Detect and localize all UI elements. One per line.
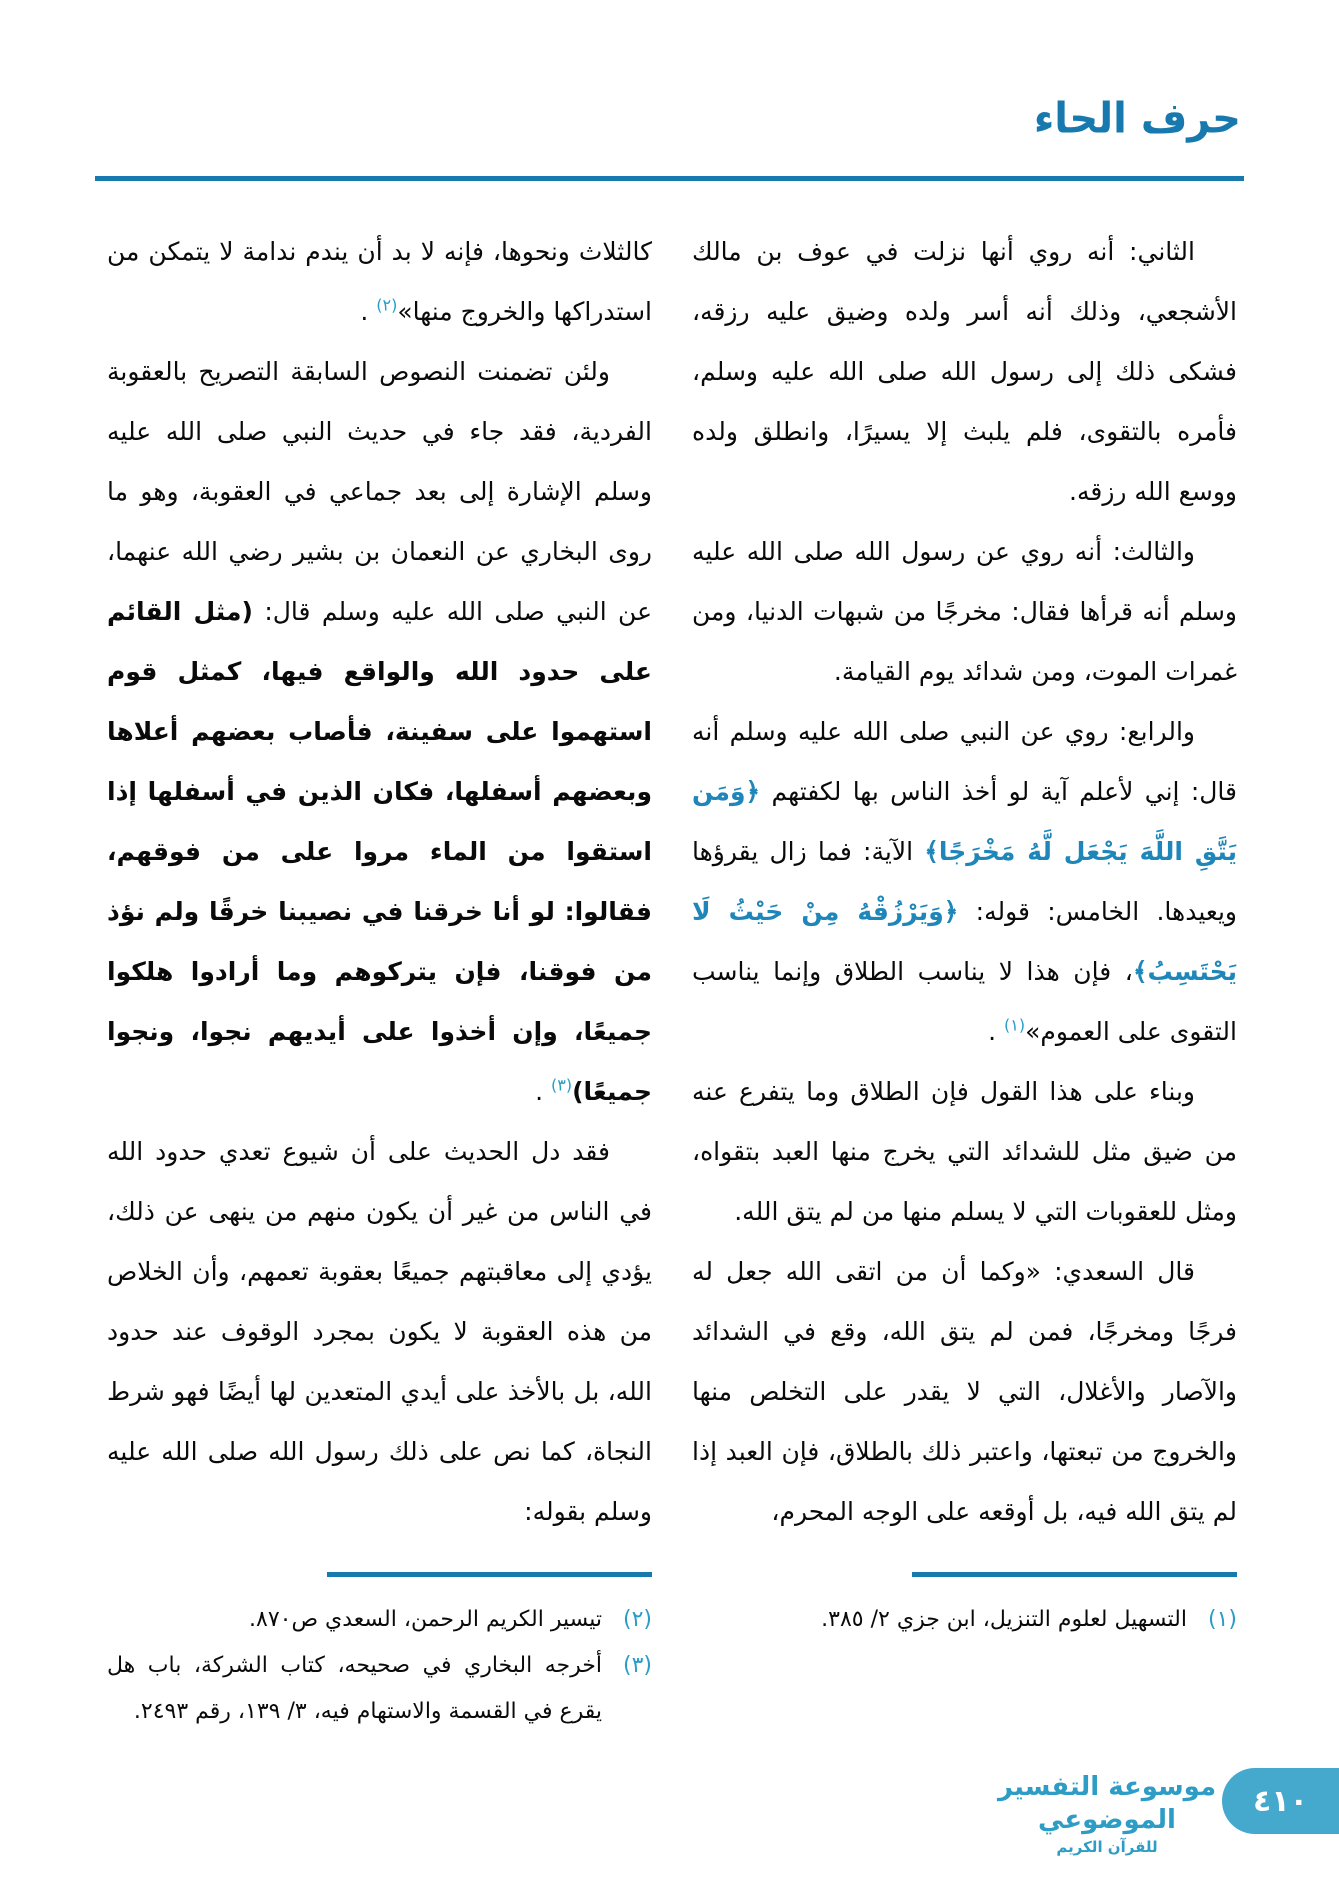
paragraph bbox=[107, 342, 652, 1122]
footnote bbox=[692, 1597, 1237, 1643]
paragraph-text: . bbox=[535, 1077, 551, 1106]
footnote bbox=[107, 1597, 652, 1643]
paragraph: وبناء على هذا القول فإن الطلاق وما يتفرع عنه من ضيق مثل للشدائد التي يخرج منها العبد بتقواه، ومثل للعقوبات التي لا يسلم منها من لم يتق الله. bbox=[692, 1077, 1237, 1226]
footnote-number: (٣) bbox=[622, 1653, 652, 1678]
footnote-text: التسهيل لعلوم التنزيل، ابن جزي ٢/ ٣٨٥. bbox=[821, 1607, 1187, 1632]
paragraph-text: ، فإن هذا لا يناسب الطلاق وإنما يناسب التقوى على العموم» bbox=[692, 957, 1237, 1046]
two-column-body bbox=[102, 222, 1237, 1735]
footnote-ref: (٢) bbox=[376, 295, 398, 315]
paragraph-text: . bbox=[988, 1017, 1004, 1046]
paragraph bbox=[692, 702, 1237, 1062]
footnote-separator bbox=[327, 1572, 652, 1577]
left-column bbox=[107, 222, 652, 1735]
paragraph-text: ولئن تضمنت النصوص السابقة التصريح بالعقوبة الفردية، فقد جاء في حديث النبي صلى الله عليه وسلم الإشارة إلى بعد جماعي في العقوبة، وهو ما روى البخاري عن النعمان بن بشير رضي الله عنهما، عن النبي صلى الله عليه وسلم قال: bbox=[107, 357, 652, 626]
right-column bbox=[692, 222, 1237, 1643]
page-number: ٤١٠ bbox=[1253, 1783, 1308, 1819]
footnote-number: (١) bbox=[1207, 1607, 1237, 1632]
paragraph: فقد دل الحديث على أن شيوع تعدي حدود الله في الناس من غير أن يكون منهم من ينهى عن ذلك، يؤدي إلى معاقبتهم جميعًا بعقوبة تعمهم، وأن الخلاص من هذه العقوبة لا يكون بمجرد الوقوف عند حدود الله، بل بالأخذ على أيدي المتعدين لها أيضًا فهو شرط النجاة، كما نص على ذلك رسول الله صلى الله عليه وسلم بقوله: bbox=[107, 1137, 652, 1526]
paragraph bbox=[107, 222, 652, 342]
paragraph-text: . bbox=[360, 297, 377, 326]
footnotes-right bbox=[692, 1572, 1237, 1643]
footnote-separator bbox=[912, 1572, 1237, 1577]
footnote bbox=[107, 1643, 652, 1735]
footnote-text: أخرجه البخاري في صحيحه، كتاب الشركة، باب هل يقرع في القسمة والاستهام فيه، ٣/ ١٣٩، رقم ٢٤٩٣. bbox=[107, 1653, 602, 1724]
quran-verse: ﴿وَمَن يَتَّقِ اللَّهَ يَجْعَل لَّهُ مَخْرَجًا﴾ bbox=[692, 777, 1237, 866]
chapter-heading: حرف الحاء bbox=[1033, 94, 1241, 144]
footnote-text: تيسير الكريم الرحمن، السعدي ص٨٧٠. bbox=[249, 1607, 602, 1632]
paragraph-text: والرابع: روي عن النبي صلى الله عليه وسلم أنه قال: إني لأعلم آية لو أخذ الناس بها لكفتهم bbox=[692, 717, 1237, 806]
paragraph-text: الآية: فما زال يقرؤها ويعيدها. الخامس: قوله: bbox=[692, 837, 1237, 926]
footnote-ref: (١) bbox=[1003, 1015, 1026, 1035]
paragraph: الثاني: أنه روي أنها نزلت في عوف بن مالك الأشجعي، وذلك أنه أسر ولده وضيق عليه رزقه، فشكى ذلك إلى رسول الله صلى الله عليه وسلم، فأمره بالتقوى، فلم يلبث إلا يسيرًا، وانطلق ولده ووسع الله رزقه. bbox=[692, 237, 1237, 506]
publisher-logo-title: موسوعة التفسير الموضوعي bbox=[997, 1772, 1217, 1835]
footnote-number: (٢) bbox=[622, 1607, 652, 1632]
footnote-ref: (٣) bbox=[550, 1075, 573, 1095]
header-rule bbox=[95, 176, 1244, 181]
footnotes-left bbox=[107, 1572, 652, 1735]
paragraph: والثالث: أنه روي عن رسول الله صلى الله عليه وسلم أنه قرأها فقال: مخرجًا من شبهات الدنيا، ومن غمرات الموت، ومن شدائد يوم القيامة. bbox=[692, 537, 1237, 686]
paragraph: قال السعدي: «وكما أن من اتقى الله جعل له فرجًا ومخرجًا، فمن لم يتق الله، وقع في الشدائد والآصار والأغلال، التي لا يقدر على التخلص منها والخروج من تبعتها، واعتبر ذلك بالطلاق، فإن العبد إذا لم يتق الله فيه، بل أوقعه على الوجه المحرم، bbox=[692, 1257, 1237, 1526]
publisher-logo-subtitle: للقرآن الكريم bbox=[1056, 1838, 1158, 1856]
publisher-logo bbox=[997, 1771, 1217, 1856]
hadith-text: (مثل القائم على حدود الله والواقع فيها، كمثل قوم استهموا على سفينة، فأصاب بعضهم أعلاها وبعضهم أسفلها، فكان الذين في أسفلها إذا استقوا من الماء مروا على من فوقهم، فقالوا: لو أنا خرقنا في نصيبنا خرقًا ولم نؤذ من فوقنا، فإن يتركوهم وما أرادوا هلكوا جميعًا، وإن أخذوا على أيديهم نجوا، ونجوا جميعًا) bbox=[107, 597, 652, 1106]
paragraph-text: كالثلاث ونحوها، فإنه لا بد أن يندم ندامة لا يتمكن من استدراكها والخروج منها» bbox=[107, 237, 652, 326]
quran-verse: ﴿وَيَرْزُقْهُ مِنْ حَيْثُ لَا يَحْتَسِبُ﴾ bbox=[692, 897, 1237, 986]
page-number-badge bbox=[1222, 1768, 1339, 1834]
